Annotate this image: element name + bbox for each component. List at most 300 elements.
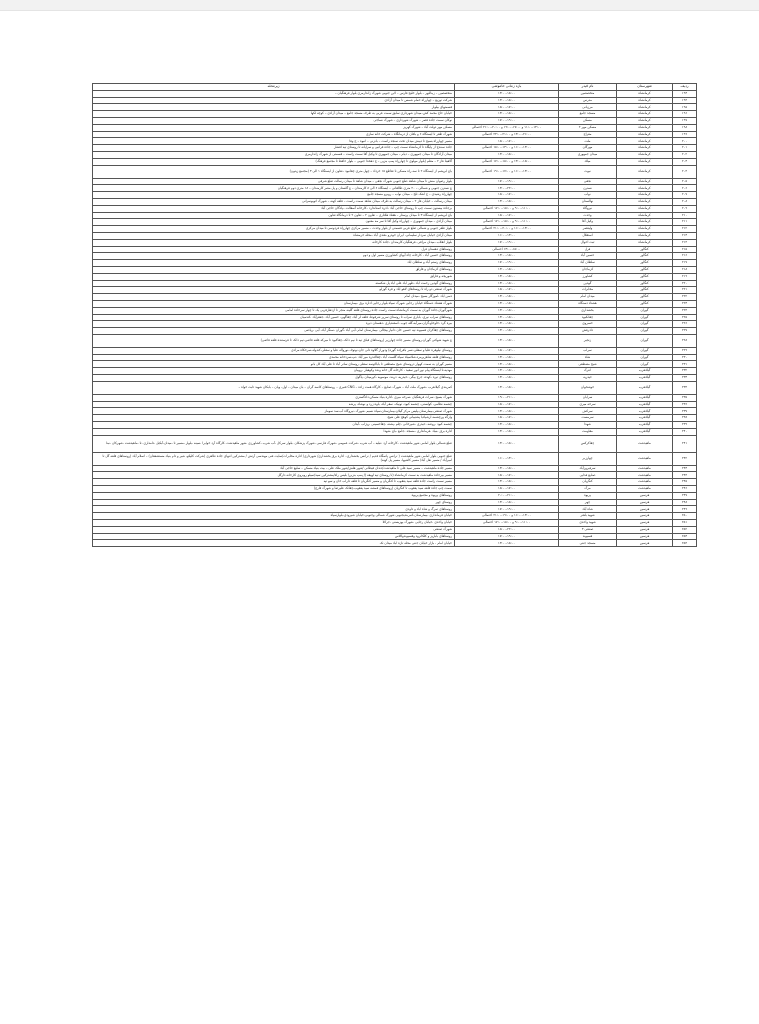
row-number-cell: ۲۱۷ [673,260,697,267]
area-cell: متخصصین – زینالنهر – بلوار خلیج فارس – لاین جنوبی شهرک زاندارمری بلوار فرهنگیان – [93,90,455,97]
table-row [93,526,697,533]
time-range-cell: ۱۳:۰۰-۱۵:۰۰ و ۱۵:۰۰-۱۷:۰۰ احتمالی [455,158,559,165]
area-cell: غ شهید شوکتی گوران،روستای مسیر جاده چهارزبر (روستاهای قباق تپه تا نیم دانک–چقاکبود تا میرکه قلعه قاضی،تیم دانک تا فرستنده قلعه قاضی) [93,334,455,347]
area-cell: باغ ابریشم از ایستگاه ۳ تا میدان پرستار – هفتاد هکتاری – تعاون ۲ – تعاون ۲ تا درمانگاه تعاون [93,212,455,219]
table-row [93,287,697,294]
row-number-cell: ۲۳۳ [673,375,697,382]
row-number-cell: ۲۴۸ [673,499,697,506]
table-row [93,212,697,219]
time-range-cell: ۹:۰۰-۱۱:۰۰ و ۱۵:۰۰-۱۷:۰۰ احتمالی [455,219,559,226]
area-cell: برجاده بیستون سمت چپ تا روستای حاجی آباد –ادره استاندارد –کارخانه آسفالت –پادگان حاجی آباد [93,205,455,212]
time-range-cell: ۱۳:۰۰-۱۵:۰۰ [455,266,559,273]
time-range-cell: ۱۳:۰۰-۱۵:۰۰ [455,479,559,486]
area-cell: روستاهای سراب نیری، باباری سراب تا روستای سرپر شرقوط، قلعه لر آباد، چقاگهی، حسین آباد ،جعفرآباد ،کندمیان [93,314,455,321]
row-number-cell: ۲۰۰ [673,138,697,145]
feeder-cell: سرفیروزآباد [559,465,617,472]
area-cell: مهدیه،تا ایستگاه پیام نور انور سفید ، کارخانه گل خانه ونده وکوهبار ،رویبان [93,368,455,375]
city-cell: کرمانشاه [617,145,673,152]
viewer-top-bar [0,0,759,11]
row-number-cell: ۲۱۸ [673,266,697,273]
area-cell: خیابان فرمانداری ،بیمارستان،کمربندیجنوبی شهرک شمالی وجنوبی،خیابان شیرودی،بلوارسپاه [93,513,455,520]
city-cell: کرمانشاه [617,226,673,233]
city-cell: گوران [617,347,673,354]
table-row [93,328,697,335]
feeder-cell: مدرس [559,97,617,104]
area-cell: مسیر گوران به سمت کهوار دروستای شیخ مصطفی تا باباکوسه سفلی روستای ساتر آباد تا علی آباد کل بانو [93,361,455,368]
city-cell: کنگاور [617,294,673,301]
city-cell: کنگاور [617,300,673,307]
time-range-cell: ۱۵:۰۰-۱۷:۰۰ [455,138,559,145]
area-cell: روستاهای تیره ،کهده، جرج بیگی ،حیدریه، دربند، موسویه ،کپرمیتان ،پاگول [93,375,455,382]
city-cell: کرمانشاه [617,111,673,118]
area-cell: روستاهای باباریز و کلکانرود وقسیوندوکلاس [93,533,455,540]
city-cell: هرسین [617,540,673,547]
time-range-cell: ۱۳:۰۰-۱۵:۰۰ [455,97,559,104]
time-range-cell: ۱۵:۰۰-۱۷:۰۰ [455,401,559,408]
area-cell: شهرگوران،جاده گوران به سمت کرمانشاه سمت راست جاده روستای قلعه گلینه منجر تا ازدهارقربی یک تا چهار سرخاده امامی [93,307,455,314]
table-row [93,90,697,97]
table-row [93,381,697,394]
city-cell: گیلانغرب [617,422,673,429]
area-cell: خیابان واحدی ،خیابان رجایی ،شهرک بهزیستی ،جرکلا [93,520,455,527]
row-number-cell: ۱۹۳ [673,90,697,97]
time-range-cell: ۱۳:۰۰-۱۵:۰۰ احتمالی [455,246,559,253]
time-range-cell: ۱۳:۰۰-۱۵:۰۰ [455,273,559,280]
city-cell: ماهیدشت [617,452,673,465]
city-cell: کرمانشاه [617,131,673,138]
table-row [93,452,697,465]
table-row [93,294,697,301]
area-cell: روستاهای کرماجان و قارلق [93,266,455,273]
row-number-cell: ۱۹۹ [673,131,697,138]
city-cell: ماهیدشت [617,479,673,486]
city-cell: هرسین [617,499,673,506]
time-range-cell: ۱۷:۰۰-۱۹:۰۰ [455,239,559,246]
table-row [93,124,697,131]
feeder-cell: انترک [559,368,617,375]
row-number-cell: ۲۵۴ [673,540,697,547]
table-row [93,472,697,479]
area-cell: روستاهای تمرگ و شاه اباد و داودی [93,506,455,513]
area-cell: قسمتهای بیلوار [93,104,455,111]
city-cell: هرسین [617,533,673,540]
area-cell: شهرک ظفر تا ایستگاه ۶ و باغان از درمانگاه – شرکت خانه سازی [93,131,455,138]
feeder-cell: مرزبانی [559,104,617,111]
table-row [93,394,697,401]
time-range-cell: ۱۵:۰۰-۱۷:۰۰ [455,486,559,493]
city-cell: کرمانشاه [617,205,673,212]
feeder-cell: مسکن [559,117,617,124]
row-number-cell: ۲۲۰ [673,280,697,287]
city-cell: کنگاور [617,253,673,260]
city-cell: کرمانشاه [617,178,673,185]
table-row [93,492,697,499]
row-number-cell: ۲۰۲ [673,151,697,158]
city-cell: کنگاور [617,260,673,267]
time-range-cell: ۱۳:۰۰-۱۵:۰۰ [455,465,559,472]
time-range-cell: ۱۱:۰۰-۱۳:۰۰ و ۲۰:۰۰-۲۱:۰۰ احتمالی [455,226,559,233]
area-cell: بلوار ظفر جنوبی و شمالی ضلع غربی قسمتی از بلوار وحدت – مسیر مرکزی چهارراه فردوسی تا میدان مرکزی [93,226,455,233]
area-cell: شوریجه و قارلق [93,273,455,280]
row-number-cell: ۲۴۳ [673,465,697,472]
area-cell: غ نسترن جنوبی و شمالی – ۲۰ متری طالقانی – ایستگاه ۶ الی ۸ کارمندان – غ گلستان و پل مصر کارمندان – ۱۸ متری دوم فرهنگیان [93,185,455,192]
city-cell: کرمانشاه [617,165,673,178]
area-cell: وارگه ورچشمه ارشیادبا پشتیبانی کوهچ علی شیخ، [93,415,455,422]
time-range-cell: ۱۳:۰۰-۱۵:۰۰ [455,499,559,506]
city-cell: ماهیدشت [617,435,673,452]
feeder-cell: ملت [559,138,617,145]
feeder-cell: فسیوند [559,533,617,540]
city-cell: کنگاور [617,273,673,280]
row-number-cell: ۲۴۶ [673,486,697,493]
city-cell: کرمانشاه [617,138,673,145]
feeder-cell: نواب [559,192,617,199]
row-number-cell: ۲۴۷ [673,492,697,499]
feeder-cell: حسین آباد [559,253,617,260]
city-cell: کنگاور [617,287,673,294]
city-cell: کنگاور [617,280,673,287]
feeder-cell: خسروی [559,321,617,328]
feeder-cell: نجفی [559,178,617,185]
table-row [93,408,697,415]
row-number-cell: ۲۱۵ [673,246,697,253]
row-number-cell: ۲۲۸ [673,334,697,347]
area-cell: مسکن مهر دولت آباد – شهرک کهریز [93,124,455,131]
area-cell: مسیر جاده ماهیدشت – مسیر سید علی تا ماهیدشت/دندان قیطانی /شهر هلش/شهر ملک علی – بیت بنیاد مسکن – سلیع حاجی آباد [93,465,455,472]
area-cell: سمت چپ جاده قلعه سید یعقوب تا کنگریان (روستاهای قمشه سید یعقوب،چقانک علیرضا و شهرک قارچ) [93,486,455,493]
feeder-cell: سلطان آباد [559,260,617,267]
area-cell: میدان آزادی خیابان سردار سلیمانی، ایران خودرو ،هندی آباد ،محله خرمشاه [93,232,455,239]
time-range-cell: ۲۰:۰۰-۲۱:۰۰ [455,492,559,499]
row-number-cell: ۲۰۱ [673,145,697,152]
area-cell: چشمه نظامی، کولستی، چشمه کبود، تونیک، سفر آباد، باوه زرد و نوشاد، پرشه [93,401,455,408]
feeder-cell: مرک [559,486,617,493]
time-range-cell: ۱۳:۰۰-۱۵:۰۰ [455,151,559,158]
feeder-cell: بخشداری [559,307,617,314]
city-cell: کرمانشاه [617,90,673,97]
city-cell: کرمانشاه [617,104,673,111]
table-row [93,513,697,520]
area-cell: ضلع جنوبی بلوار امامی شهر ماهیدشت ( ترانس پاسگاه قدیم / ترانس بخشداری– اداره برق بخشداری/ شهرداری/ اداره مخابرات/سایت فنی مهندسی آرتش / مشترکین انتهای جاده طاهری (شرکت کلپکو، شیر و دام بنیاد مستضعفان) – اسلام آباد (روستاهای قلعه گل تا امیرآباد / مسیر نعل آباد/ مسیر کاشیها، مسیر پل کهنه) [93,452,455,465]
time-range-cell: ۱۵:۰۰-۱۷:۰۰ [455,212,559,219]
time-range-cell: ۱۳:۰۰-۱۵:۰۰ [455,90,559,97]
row-number-cell: ۲۴۲ [673,452,697,465]
row-number-cell: ۲۴۹ [673,506,697,513]
time-range-cell: ۱۵:۰۰-۱۷:۰۰ [455,192,559,199]
time-range-cell: ۱۳:۰۰-۲۲:۰۰ [455,185,559,192]
table-row [93,266,697,273]
area-cell: روستاهای خسین آباد ، کارخانه چاه آبهای کشاورزی مسیر اول و دوم [93,253,455,260]
city-cell: کرمانشاه [617,97,673,104]
feeder-cell: کرماجان [559,266,617,273]
city-cell: کرمانشاه [617,232,673,239]
row-number-cell: ۲۲۲ [673,294,697,301]
time-range-cell: ۱۵:۰۰-۱۷:۰۰ [455,347,559,354]
table-row [93,138,697,145]
table-row [93,185,697,192]
table-row [93,321,697,328]
time-range-cell: ۱۳:۰۰-۱۵:۰۰ [455,435,559,452]
feeder-cell: مهرگان [559,145,617,152]
time-range-cell: ۱۱:۰۰-۱۳:۰۰ و ۱۹:۰۰-۲۱:۰۰ احتمالی [455,513,559,520]
time-range-cell: ۱۳:۰۰-۱۵:۰۰ [455,361,559,368]
table-row [93,253,697,260]
feeder-cell: نیروگاه [559,205,617,212]
area-cell: روستاهای چقاکران فسیوند تپه حسین خان دانیار بیجالی ،بیمارستان امام ،آبی آباد ،گوران ،سنگر آباد، آبی ،ریاضی [93,328,455,335]
feeder-cell: وکیل آقا [559,219,617,226]
time-range-cell: ۱۳:۰۰-۱۵:۰۰ [455,328,559,335]
time-range-cell: ۱۳:۰۰-۱۵:۰۰ [455,321,559,328]
area-cell: اداره برق ،بنیاد ،فرمانداری ،مسجد ،جامع ،باغ ،شهدا [93,428,455,435]
row-number-cell: ۲۳۸ [673,415,697,422]
row-number-cell: ۲۰۸ [673,198,697,205]
row-number-cell: ۲۲۴ [673,307,697,314]
time-range-cell: ۱۳:۰۰-۱۵:۰۰ [455,422,559,429]
time-range-cell: ۱۳:۰۰-۱۵:۰۰ [455,280,559,287]
feeder-cell: مسجد جنتی [559,540,617,547]
row-number-cell: ۲۱۱ [673,219,697,226]
area-cell: شهرک هشتاد دستگاه خیابان رجایی شهرک سپاه بلوار رجایی اداره برق ،بیمارستان [93,300,455,307]
city-cell: کرمانشاه [617,117,673,124]
city-cell: گوران [617,334,673,347]
row-number-cell: ۲۱۲ [673,226,697,233]
row-number-cell: ۱۹۵ [673,104,697,111]
feeder-cell: شاه [559,354,617,361]
table-row [93,273,697,280]
city-cell: گیلانغرب [617,394,673,401]
table-row [93,246,697,253]
table-row [93,506,697,513]
city-cell: ماهیدشت [617,465,673,472]
area-cell: میدان آزادی – میدان جمهوری – چهارراه وکیل آقا تا سر مه معنون [93,219,455,226]
header-row-number: ردیف [673,84,697,91]
time-range-cell: ۹:۰۰-۱۱:۰۰ و ۱۵:۰۰-۱۷:۰۰ احتمالی [455,205,559,212]
city-cell: هرسین [617,492,673,499]
feeder-cell: میدان جمهوری [559,151,617,158]
time-range-cell: ۱۵:۰۰-۱۷:۰۰ [455,415,559,422]
table-row [93,401,697,408]
time-range-cell: ۱۷:۰۰-۱۹:۰۰ [455,506,559,513]
feeder-cell: شاه آباد [559,506,617,513]
city-cell: کرمانشاه [617,158,673,165]
table-row [93,226,697,233]
row-number-cell: ۲۵۳ [673,533,697,540]
feeder-cell: چقاکرکس [559,435,617,452]
time-range-cell: ۱۷:۰۰-۱۹:۰۰ [455,117,559,124]
time-range-cell: ۱۳:۰۰-۱۵:۰۰ [455,334,559,347]
area-cell: ضلع شمالی بلوار امامی شهر ماهیدشت ،کارخانه آرد ،تبلیه – آب شرب ،شرکت عمومی ،شهرک فارسی ،شهرک پزشکان ،بلوار سرکل ،آب شرب ،کشاورزی ،شهر ماهیدشت ،کارگاه آرد خوابرا ،سینه ،بلوار ،مسیر تا ،میدان،آبکیل ،دامداری ،تا ،ماهیدشت ،شهرکان ،نبنا [93,435,455,452]
area-cell: میدان آزادگان تا میدان جمهوری – دیام – میدان جمهوری تا وکیل آقا سمت راست – قسمتی از شهرک زاندارمری [93,151,455,158]
time-range-cell: ۱۳:۰۰-۱۵:۰۰ [455,375,559,382]
feeder-cell: سرمست [559,415,617,422]
feeder-cell: نبوت [559,165,617,178]
feeder-cell: وحدت [559,212,617,219]
city-cell: کرمانشاه [617,151,673,158]
row-number-cell: ۲۲۱ [673,287,697,294]
time-range-cell: ۱۳:۰۰-۱۵:۰۰ [455,354,559,361]
row-number-cell: ۲۲۳ [673,300,697,307]
row-number-cell: ۲۳۷ [673,408,697,415]
feeder-cell: کشاورز [559,273,617,280]
time-range-cell: ۱۱:۰۰-۱۳:۰۰ و ۱۳:۰۰-۱۵:۰۰ احتمالی [455,145,559,152]
feeder-cell: سرکش [559,408,617,415]
time-range-cell: ۱۱:۰۰-۱۳:۰۰ [455,232,559,239]
area-cell: بلوار انقلاب ،میدان مراقی ،فرهنگیان،کارمندان ،جاده کارخانه [93,239,455,246]
row-number-cell: ۲۵۰ [673,513,697,520]
table-row [93,151,697,158]
row-number-cell: ۲۳۲ [673,368,697,375]
table-row [93,145,697,152]
time-range-cell: ۱۵:۰۰-۱۷:۰۰ [455,472,559,479]
city-cell: گوران [617,328,673,335]
feeder-cell: میدان امام [559,294,617,301]
feeder-cell: چهارزبر [559,452,617,465]
area-cell: روستاهای گودین رحمت اباد ،طهر اباد علی اباد پل شکسته [93,280,455,287]
city-cell: گیلانغرب [617,428,673,435]
time-range-cell: ۱۳:۰۰-۱۵:۰۰ [455,198,559,205]
feeder-cell: شهید باهنر [559,513,617,520]
time-range-cell: ۱۵:۰۰-۱۷:۰۰ [455,287,559,294]
city-cell: هرسین [617,506,673,513]
row-number-cell: ۲۳۱ [673,361,697,368]
city-cell: کرمانشاه [617,198,673,205]
table-row [93,479,697,486]
table-row [93,239,697,246]
header-time-range: بازه زمانی خاموشی [455,84,559,91]
area-cell: میدان رسالت – خیابان فاز ۲ – میدان رسالت به طرف میدان شاهد سمت راست – قلعه کهنه – شهرک اتوبوسرانی [93,198,455,205]
feeder-cell: زنجیر [559,334,617,347]
time-range-cell: ۱۱:۰۰-۱۳:۰۰ و ۱۷:۰۰-۱۹:۰۰ و ۲۰:۰۰-۲۱:۰۰ احتمالی [455,124,559,131]
area-cell: روستاهای رستم آباد و سلطان اباد [93,260,455,267]
feeder-cell: ولیعصر [559,226,617,233]
feeder-cell: پرپوه [559,492,617,499]
outage-schedule-sheet [92,83,696,547]
feeder-cell: معراج [559,131,617,138]
table-row [93,354,697,361]
table-row [93,334,697,347]
header-area: زیرمحله [93,84,455,91]
area-cell: روستای چهر [93,499,455,506]
feeder-cell: شهدا [559,422,617,429]
table-row [93,533,697,540]
city-cell: کرمانشاه [617,124,673,131]
feeder-cell: خوشخوان [559,381,617,394]
table-header-row [93,84,697,91]
feeder-cell: صنایع فذایی [559,472,617,479]
time-range-cell: ۱۷:۰۰-۱۹:۰۰ [455,533,559,540]
area-cell: شهرک صنعتی،بیمارستان،پلیس مرکز گیلان،بیمارستان،سپاه نسیم ،شهرک ،نیروگاه آب،سد سوماز [93,408,455,415]
city-cell: کرمانشاه [617,185,673,192]
time-range-cell: ۹:۰۰-۱۱:۰۰ و ۱۵:۰۰-۱۷:۰۰ احتمالی [455,520,559,527]
row-number-cell: ۲۱۹ [673,273,697,280]
table-row [93,232,697,239]
row-number-cell: ۲۰۳ [673,158,697,165]
area-cell: نوکان سمت جاده قصر – شهرک شهرداری – شهرک نساجی [93,117,455,124]
area-cell: شرکت توزیع – چهارراه حمام شمس تا میدان آزادی [93,97,455,104]
row-number-cell: ۲۰۶ [673,185,697,192]
table-row [93,435,697,452]
table-row [93,260,697,267]
row-number-cell: ۲۴۰ [673,428,697,435]
table-row [93,198,697,205]
table-row [93,368,697,375]
feeder-cell: فرل [559,246,617,253]
city-cell: گوران [617,354,673,361]
table-row [93,158,697,165]
city-cell: گوران [617,361,673,368]
feeder-cell: متخصصین [559,90,617,97]
row-number-cell: ۲۲۵ [673,314,697,321]
row-number-cell: ۲۵۲ [673,526,697,533]
table-row [93,104,697,111]
feeder-cell: استقلال [559,232,617,239]
row-number-cell: ۲۵۱ [673,520,697,527]
feeder-cell: کنگریان [559,479,617,486]
city-cell: ماهیدشت [617,486,673,493]
table-row [93,97,697,104]
feeder-cell: نسترن [559,185,617,192]
feeder-cell: حیدریه [559,375,617,382]
feeder-cell: هشتاد دستگاه [559,300,617,307]
feeder-cell: شیخ مصطفی [559,361,617,368]
area-cell: خیابان امام ، بازار خیابان جنتی محله تازه اباد میدان تک [93,540,455,547]
city-cell: گیلانغرب [617,408,673,415]
feeder-cell: دادرفش [559,328,617,335]
outage-table [92,83,697,547]
feeder-cell: سرخه میری [559,401,617,408]
table-body [93,90,697,546]
time-range-cell: ۱۳:۰۰-۱۵:۰۰ [455,111,559,118]
time-range-cell: ۱۷:۰۰-۱۹:۰۰ [455,260,559,267]
city-cell: گیلانغرب [617,415,673,422]
table-row [93,375,697,382]
city-cell: هرسین [617,520,673,527]
table-row [93,131,697,138]
table-row [93,422,697,429]
time-range-cell: ۱۳:۰۰-۱۵:۰۰ [455,294,559,301]
time-range-cell: ۱۳:۰۰-۱۵:۰۰ [455,408,559,415]
area-cell: مسیر سمت راست جاده قلعه سید یعقوب تا کنگریان و مسیر کنگریان تا قلعه داراب خان و سو تپه [93,479,455,486]
row-number-cell: ۲۴۵ [673,479,697,486]
area-cell: چهارراه رشیدی – ج اشک تلخ – میدان نواب – روبرو مسجد جامع [93,192,455,199]
row-number-cell: ۱۹۶ [673,111,697,118]
row-number-cell: ۲۳۶ [673,401,697,408]
time-range-cell: ۱۵:۰۰-۱۷:۰۰ [455,104,559,111]
row-number-cell: ۲۲۹ [673,347,697,354]
city-cell: کنگاور [617,246,673,253]
time-range-cell: ۱۹:۰۰-۲۱:۰۰ [455,394,559,401]
feeder-cell: شهید واحدی [559,520,617,527]
city-cell: گیلانغرب [617,375,673,382]
area-cell: شهرک صنعتی دو راه تا روستاهای لاهو اباد و قره گوزلو [93,287,455,294]
time-range-cell: ۱۳:۰۰-۱۵:۰۰ [455,253,559,260]
area-cell: روستاهای دهستان فرل [93,246,455,253]
row-number-cell: ۲۳۹ [673,422,697,429]
area-cell: شهرک بسیج ،سرات فرهنگیان ،سرخه میری ،اداره بنیاد مسکن،دادگستری [93,394,455,401]
feeder-cell: سرابان [559,394,617,401]
time-range-cell: ۱۱:۰۰-۱۳:۰۰ و ۱۷:۰۰-۱۹:۰۰ احتمالی [455,165,559,178]
table-row [93,192,697,199]
table-row [93,300,697,307]
table-row [93,415,697,422]
area-cell: کمربندی گیلانغرب –شهرک ملت آباد – شهرک صنایع – کارگاه همت زاده – CNG قنبری – روستاهای کاسه گران – بان میدان – اول، ویان – بابکان شهید ثابت خواه – [93,381,455,394]
city-cell: گوران [617,314,673,321]
time-range-cell: ۱۳:۰۰-۱۵:۰۰ [455,307,559,314]
feeder-cell: گودین [559,280,617,287]
feeder-cell: چهر [559,499,617,506]
row-number-cell: ۲۰۵ [673,178,697,185]
row-number-cell: ۲۳۰ [673,354,697,361]
